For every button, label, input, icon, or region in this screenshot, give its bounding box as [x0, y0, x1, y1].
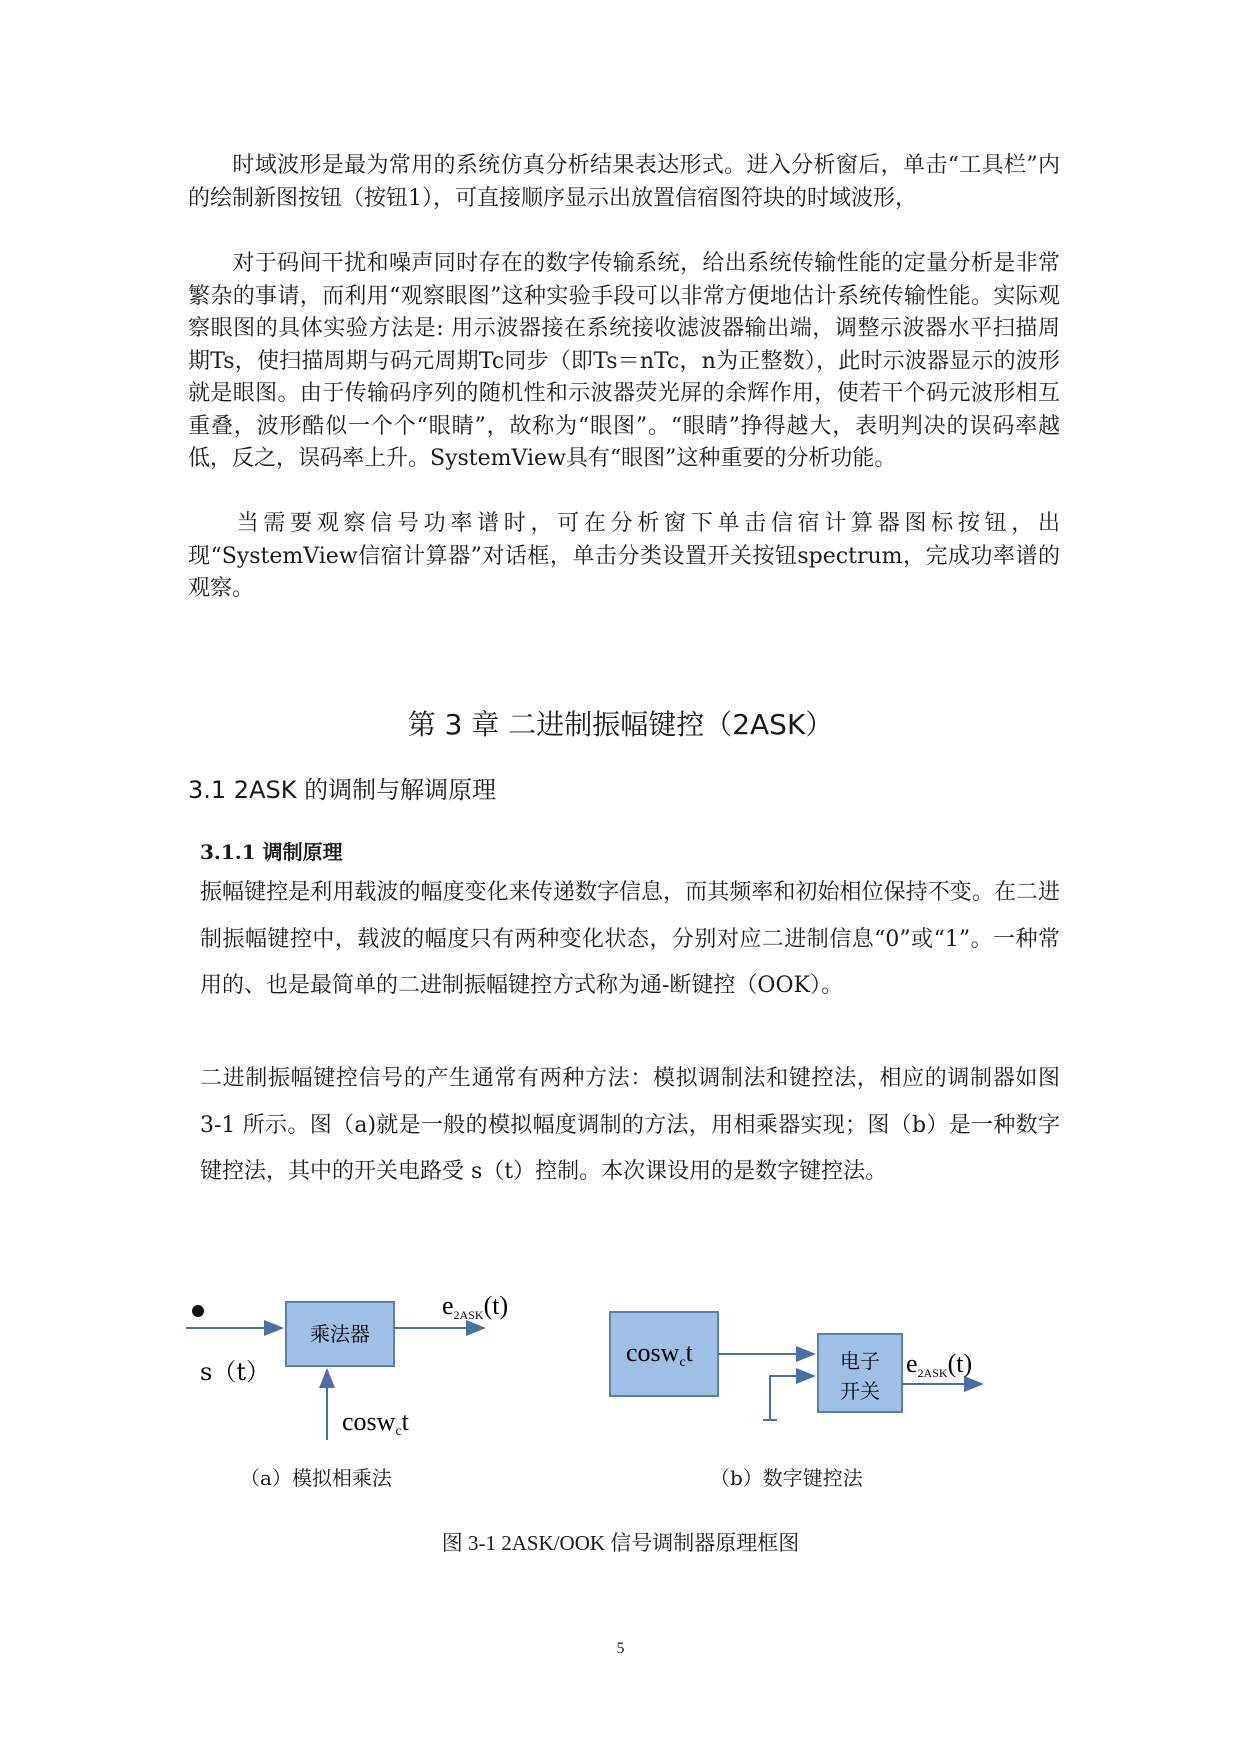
caption-subfigure-a: （a）模拟相乘法 [240, 1466, 392, 1490]
paragraph-time-domain: 时域波形是最为常用的系统仿真分析结果表达形式。进入分析窗后，单击“工具栏”内的绘制新图按钮（按钮1），可直接顺序显示出放置信宿图符块的时域波形， [188, 153, 1060, 211]
paragraph-ask-methods: 二进制振幅键控信号的产生通常有两种方法：模拟调制法和键控法，相应的调制器如图 3-1 所示。图（a)就是一般的模拟幅度调制的方法，用相乘器实现；图（b）是一种数字键控法，其中的开关电路受 s（t）控制。本次课设用的是数字键控法。 [200, 1066, 1060, 1184]
chapter-title: 第 3 章 二进制振幅键控（2ASK） [407, 708, 834, 741]
paragraph-power-spectrum: 当需要观察信号功率谱时，可在分析窗下单击信宿计算器图标按钮，出现“SystemView信宿计算器”对话框，单击分类设置开关按钮spectrum，完成功率谱的观察。 [188, 511, 1060, 601]
page-number: 5 [616, 1640, 625, 1657]
paragraph-eye-diagram: 对于码间干扰和噪声同时存在的数字传输系统，给出系统传输性能的定量分析是非常繁杂的事请，而利用“观察眼图”这种实验手段可以非常方便地估计系统传输性能。实际观察眼图的具体实验方法是: 用示波器接在系统接收滤波器输出端，调整示波器水平扫描周期Ts，使扫描周期与码元周期Tc同步（即Ts＝nTc，n为正整数），此时示波器显示的波形就是眼图。由于传输码序列的随机性和示波器荧光屏的余辉作用，使若干个码元波形相互重叠，波形酷似一个个“眼睛”，故称为“眼图”。“眼睛”挣得越大，表明判决的误码率越低，反之，误码率上升。SystemView具有“眼图”这种重要的分析功能。 [188, 251, 1060, 471]
modulator-block-diagram [0, 1270, 1241, 1460]
section-title: 3.1 2ASK 的调制与解调原理 [188, 776, 497, 804]
caption-subfigure-b: （b）数字键控法 [710, 1466, 863, 1490]
figure-caption: 图 3-1 2ASK/OOK 信号调制器原理框图 [441, 1531, 800, 1555]
carrier-source-label: coswct [626, 1338, 693, 1370]
multiplier-label: 乘法器 [310, 1322, 370, 1346]
input-label-a: s（t） [200, 1358, 270, 1386]
switch-control-line [770, 1376, 814, 1420]
switch-label-line2: 开关 [840, 1379, 880, 1403]
carrier-label-a: coswct [342, 1407, 409, 1439]
switch-label-line1: 电子 [840, 1349, 880, 1373]
output-label-b: e2ASK(t) [906, 1349, 973, 1380]
output-label-a: e2ASK(t) [442, 1291, 509, 1322]
paragraph-ask-definition: 振幅键控是利用载波的幅度变化来传递数字信息，而其频率和初始相位保持不变。在二进制振幅键控中，载波的幅度只有两种变化状态，分别对应二进制信息“0”或“1”。一种常用的、也是最简单的二进制振幅键控方式称为通-断键控（OOK）。 [200, 880, 1060, 998]
input-dot [192, 1305, 204, 1317]
subsection-title: 3.1.1 调制原理 [200, 840, 343, 864]
